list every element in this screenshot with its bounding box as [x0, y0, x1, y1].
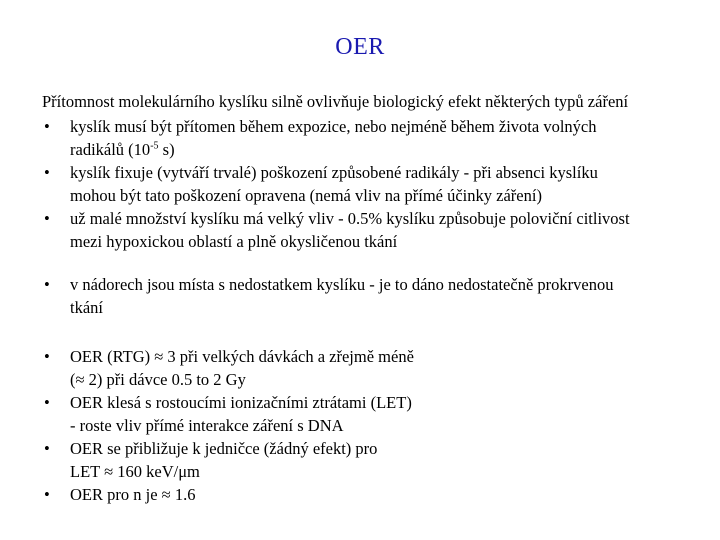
list-item	[42, 161, 702, 207]
slide-body	[42, 90, 702, 506]
list-item	[42, 207, 702, 253]
intro-text: Přítomnost molekulárního kyslíku silně ovlivňuje biologický efekt některých typů záření	[42, 92, 629, 111]
item-line: (≈ 2) při dávce 0.5 to 2 Gy	[70, 370, 246, 389]
item-line: kyslík musí být přítomen během expozice, nebo nejméně během života volných	[70, 117, 597, 136]
item-line: v nádorech jsou místa s nedostatkem kyslíku - je to dáno nedostatečně prokrvenou	[70, 275, 614, 294]
slide-title: OER	[335, 34, 385, 60]
item-line: OER (RTG) ≈ 3 při velkých dávkách a zřejmě méně	[70, 347, 414, 366]
item-line: mezi hypoxickou oblastí a plně okysličenou tkání	[70, 232, 398, 251]
bullet-icon: •	[44, 209, 50, 228]
item-line: OER klesá s rostoucími ionizačními ztrátami (LET)	[70, 393, 412, 412]
item-line: OER se přibližuje k jedničce (žádný efekt) pro	[70, 439, 378, 458]
item-line: mohou být tato poškození opravena (nemá vliv na přímé účinky záření)	[70, 186, 542, 205]
bullet-icon: •	[44, 485, 50, 504]
bullet-icon: •	[44, 117, 50, 136]
bullet-icon: •	[44, 347, 50, 366]
list-item	[42, 115, 702, 161]
list-item	[42, 391, 702, 437]
bullet-icon: •	[44, 439, 50, 458]
item-line: - roste vliv přímé interakce záření s DNA	[70, 416, 344, 435]
item-line: kyslík fixuje (vytváří trvalé) poškození způsobené radikály - při absenci kyslíku	[70, 163, 598, 182]
exponent: -5	[150, 140, 159, 152]
list-item	[42, 345, 702, 391]
item-line: už malé množství kyslíku má velký vliv - 0.5% kyslíku způsobuje poloviční citlivost	[70, 209, 630, 228]
item-text: s)	[158, 140, 175, 159]
item-text: radikálů (10	[70, 140, 151, 159]
list-item	[42, 483, 702, 506]
bullet-icon: •	[44, 275, 50, 294]
list-item	[42, 437, 702, 483]
item-line: tkání	[70, 298, 103, 317]
bullet-icon: •	[44, 393, 50, 412]
item-line: LET ≈ 160 keV/μm	[70, 462, 200, 481]
bullet-icon: •	[44, 163, 50, 182]
item-line: OER pro n je ≈ 1.6	[70, 485, 196, 504]
item-line	[70, 138, 702, 161]
list-item	[42, 273, 702, 319]
